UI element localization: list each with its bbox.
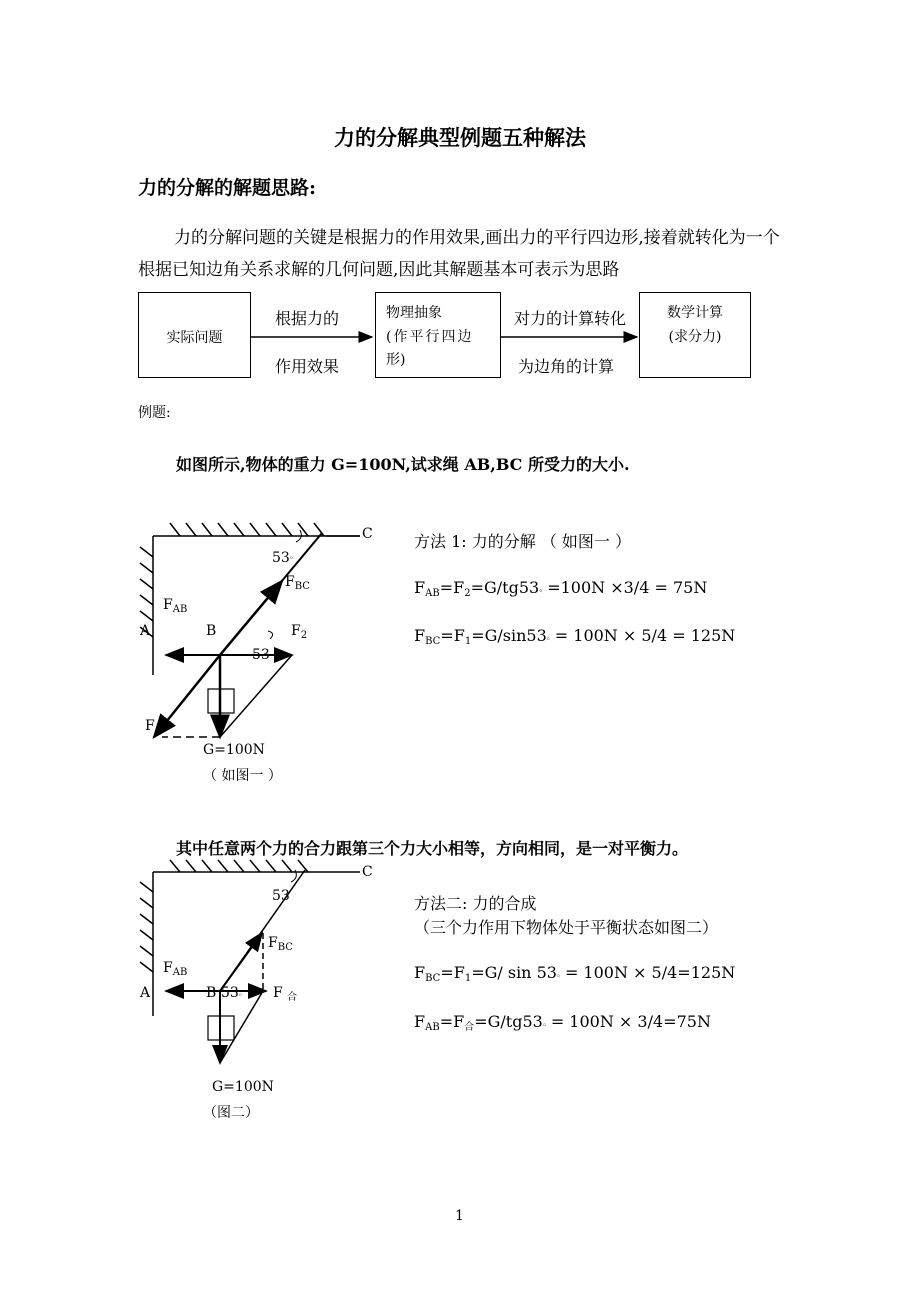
method2-eq1: $F_{BC}=F_1=G/$ sin 53。= 100N × 5/4=125N (414, 963, 736, 984)
fig1-label-g: G=100N (203, 742, 265, 758)
fig1-label-c: C (362, 526, 373, 542)
fig1-ceiling (153, 523, 360, 536)
fig1-label-angle-top: 53。 (272, 550, 298, 566)
fig1-label-fab: $F_{AB}$ (163, 597, 188, 615)
fig1-label-f2: $F_2$ (291, 623, 308, 641)
fig1-fbc-arrow (220, 581, 282, 655)
fig2-label-g: G=100N (212, 1079, 274, 1095)
flow-arrow1-bottom-label: 作用效果 (275, 357, 340, 376)
intro-paragraph: 力的分解问题的关键是根据力的作用效果,画出力的平行四边形,接着就转化为一个根据已知边角关系求解的几何问题,因此其解题基本可表示为思路 (138, 228, 780, 280)
fig2-label-angle-mid: 53。 (221, 985, 247, 1001)
flow-box2-line1: 物理抽象 (386, 305, 442, 321)
fig2-label-fab: $F_{AB}$ (163, 960, 188, 978)
fig1-label-b: B (206, 623, 217, 639)
method2-title: 方法二: 力的合成 (414, 894, 537, 913)
problem-statement: 如图所示,物体的重力 G=100N,试求绳 AB,BC 所受力的大小. (176, 455, 630, 474)
flow-box-abstraction (375, 292, 501, 378)
fig1-caption: （ 如图一 ） (203, 768, 282, 784)
flow-arrow2-top-label: 对力的计算转化 (514, 309, 627, 328)
fig2-ceiling (153, 860, 360, 872)
figure-1 (130, 515, 400, 755)
flow-arrow2-bottom-label: 为边角的计算 (518, 357, 615, 376)
flow-box-actual-problem (138, 292, 251, 378)
fig1-label-a: A (140, 623, 151, 639)
fig2-triangle-side (220, 991, 263, 1063)
flow-box2-line3: 形) (386, 352, 406, 368)
fig1-f1-arrow (154, 655, 220, 737)
fig2-label-fbc: $F_{BC}$ (268, 935, 293, 953)
fig1-label-fbc: $F_{BC}$ (285, 574, 310, 592)
method1-title: 方法 1: 力的分解 （ 如图一 ） (414, 532, 632, 551)
method1-eq2: $F_{BC}=F_1=G/\sin 53$。= 100N × 5/4 = 125N (414, 626, 736, 647)
equilibrium-statement: 其中任意两个力的合力跟第三个力大小相等，方向相同，是一对平衡力。 (176, 839, 689, 858)
section-heading: 力的分解的解题思路: (138, 177, 317, 199)
flow-arrow1-top-label: 根据力的 (275, 309, 340, 328)
flow-box3-line2: (求分力) (668, 329, 722, 345)
fig1-label-angle-mid: 53 (252, 647, 270, 663)
fig2-label-angle-top: 53 (272, 888, 290, 904)
fig2-label-c: C (362, 864, 373, 880)
fig1-angle-arc-mid (268, 631, 273, 639)
page-number: 1 (455, 1208, 464, 1224)
fig2-label-fhe: F $_合$ (273, 985, 298, 1003)
fig2-caption: （图二） (203, 1105, 259, 1121)
fig2-label-a: A (140, 985, 151, 1001)
method2-eq2: $F_{AB}=F_合=G/tg53$。= 100N × 3/4=75N (414, 1012, 711, 1033)
fig1-label-f1: $F_1$ (145, 718, 162, 736)
method1-eq1: $F_{AB}=F_2=G/tg53$。=100N ×3/4 = 75N (414, 578, 708, 599)
fig1-parallelogram-side (220, 655, 292, 737)
fig2-fbc-arrow (220, 933, 262, 991)
example-label: 例题: (138, 405, 171, 421)
flow-box-math (639, 292, 751, 378)
fig1-wall (140, 536, 153, 675)
flow-box2-line2: (作平行四边 (386, 329, 474, 345)
flow-box1-label: 实际问题 (166, 330, 223, 346)
flow-box3-line1: 数学计算 (667, 305, 723, 321)
fig2-label-b: B (206, 985, 217, 1001)
page-title: 力的分解典型例题五种解法 (334, 125, 586, 150)
method2-subtitle: （三个力作用下物体处于平衡状态如图二） (414, 918, 719, 937)
